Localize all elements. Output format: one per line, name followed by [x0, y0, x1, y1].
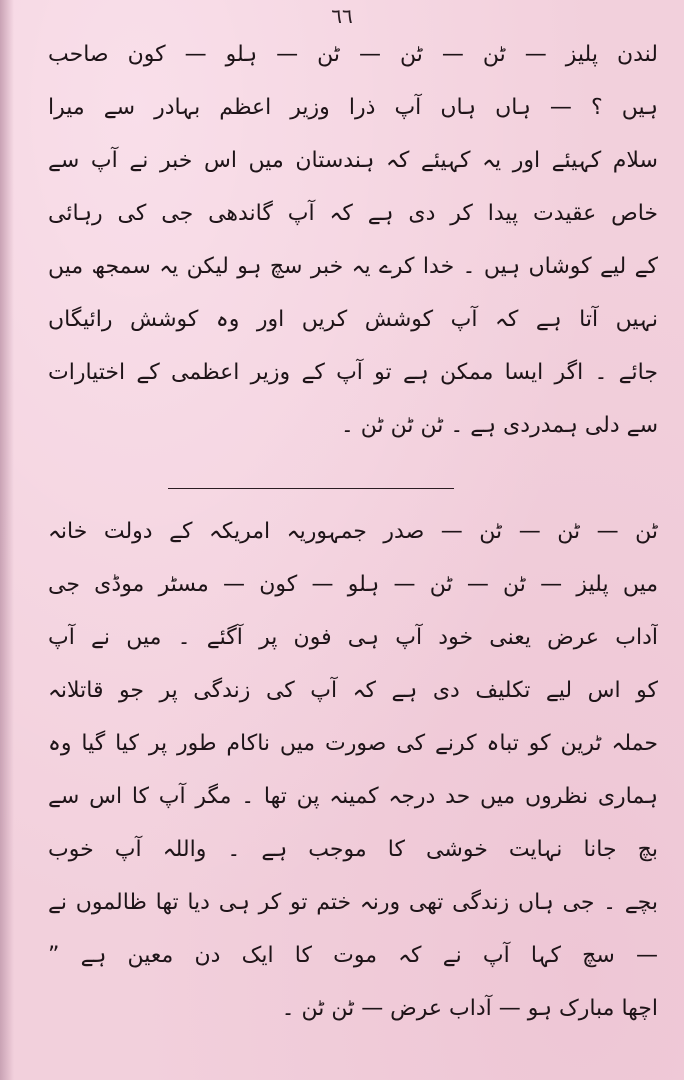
page-binding-shadow — [0, 0, 14, 1080]
text-line: خاص عقیدت پیدا کر دی ہے کہ آپ گاندھی جی کی رہائی — [48, 201, 658, 226]
section-divider — [168, 488, 454, 489]
text-line: سلام کہیئے اور یہ کہیئے کہ ہندستان میں اس خبر نے آپ سے — [48, 148, 658, 173]
text-line: کو اس لیے تکلیف دی ہے کہ آپ کی زندگی پر جو قاتلانہ — [48, 678, 658, 703]
text-line: — سچ کہا آپ نے کہ موت کا ایک دن معین ہے ” — [48, 943, 658, 968]
text-line: آداب عرض یعنی خود آپ ہی فون پر آگئے ۔ میں نے آپ — [48, 625, 658, 650]
text-line: بچے ۔ جی ہاں زندگی تھی ورنہ ختم تو کر ہی دیا تھا ظالموں نے — [48, 890, 658, 915]
text-line: حملہ ٹرین کو تباہ کرنے کی صورت میں ناکام طور پر کیا گیا وہ — [48, 731, 658, 756]
text-line: سے دلی ہمدردی ہے ۔ ٹن ٹن ٹن ۔ — [340, 413, 658, 438]
text-line: ہیں ؟ — ہاں ہاں آپ ذرا وزیر اعظم بہادر سے میرا — [48, 95, 658, 120]
text-line: بچ جانا نہایت خوشی کا موجب ہے ۔ واللہ آپ خوب — [48, 837, 658, 862]
text-section-2 — [48, 505, 658, 1035]
page-number: ٦٦ — [331, 4, 353, 28]
text-line: لندن پلیز — ٹن — ٹن — ٹن — ہلو — کون صاحب — [48, 42, 658, 67]
text-section-1 — [48, 28, 658, 452]
text-line: جائے ۔ اگر ایسا ممکن ہے تو آپ کے وزیر اعظمی کے اختیارات — [48, 360, 658, 385]
text-line: ٹن — ٹن — ٹن — صدر جمہوریہ امریکہ کے دولت خانہ — [48, 519, 658, 544]
text-line: میں پلیز — ٹن — ٹن — ہلو — کون — مسٹر موڈی جی — [48, 572, 658, 597]
text-line: کے لیے کوشاں ہیں ۔ خدا کرے یہ خبر سچ ہو لیکن یہ سمجھ میں — [48, 254, 658, 279]
text-line: نہیں آتا ہے کہ آپ کوشش کریں اور وہ کوشش رائیگاں — [48, 307, 658, 332]
text-line: ہماری نظروں میں حد درجہ کمینہ پن تھا ۔ مگر آپ کا اس سے — [48, 784, 658, 809]
text-line: اچھا مبارک ہو — آداب عرض — ٹن ٹن ۔ — [281, 996, 658, 1021]
